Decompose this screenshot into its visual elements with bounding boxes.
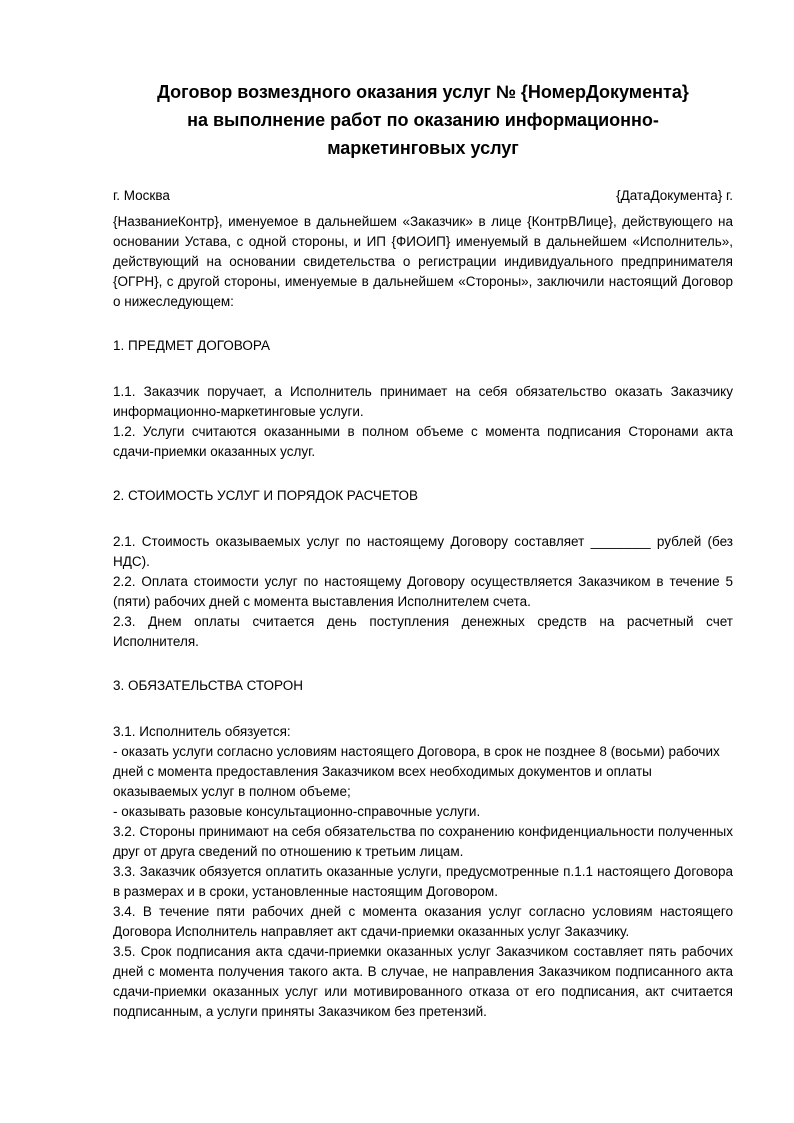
clause-3-2: 3.2. Стороны принимают на себя обязательства по сохранению конфиденциальности полученных друг от друга сведений по отношению к третьим лицам.	[113, 824, 733, 859]
clause-1-1: 1.1. Заказчик поручает, а Исполнитель принимает на себя обязательство оказать Заказчику информационно-маркетинговые услуги.	[113, 384, 733, 419]
clause-3-1: 3.1. Исполнитель обязуется:	[113, 724, 291, 739]
clause-1-2: 1.2. Услуги считаются оказанными в полном объеме с момента подписания Сторонами акта сдачи-приемки оказанных услуг.	[113, 424, 733, 459]
clause-3-1-item-2: - оказывать разовые консультационно-справочные услуги.	[113, 804, 481, 819]
clause-2-2: 2.2. Оплата стоимости услуг по настоящему Договору осуществляется Заказчиком в течение 5 (пяти) рабочих дней с момента выставления Исполнителем счета.	[113, 574, 733, 609]
contract-title	[119, 78, 727, 162]
contract-title-line2: на выполнение работ по оказанию информационно-маркетинговых услуг	[187, 110, 659, 158]
contract-title-line1: Договор возмездного оказания услуг № {НомерДокумента}	[157, 82, 689, 102]
section-heading-3: 3. ОБЯЗАТЕЛЬСТВА СТОРОН	[113, 678, 304, 693]
dateline	[113, 186, 733, 206]
clause-3-1-item-1: - оказать услуги согласно условиям настоящего Договора, в срок не позднее 8 (восьми) рабочих дней с момента предоставления Заказчиком всех необходимых документов и оплаты оказываемых услуг в полном объеме;	[113, 744, 720, 799]
clause-3-3: 3.3. Заказчик обязуется оплатить оказанные услуги, предусмотренные п.1.1 настоящего Договора в размерах и в сроки, установленные настоящим Договором.	[113, 864, 733, 899]
section-heading-2: 2. СТОИМОСТЬ УСЛУГ И ПОРЯДОК РАСЧЕТОВ	[113, 488, 419, 503]
section-heading-1: 1. ПРЕДМЕТ ДОГОВОРА	[113, 338, 270, 353]
preamble-paragraph: {НазваниеКонтр}, именуемое в дальнейшем «Заказчик» в лице {КонтрВЛице}, действующего на основании Устава, с одной стороны, и ИП {ФИОИП} именуемый в дальнейшем «Исполнитель», действующий на основании свидетельства о регистрации индивидуального предпринимателя {ОГРН}, с другой стороны, именуемые в дальнейшем «Стороны», заключили настоящий Договор о нижеследующем:	[113, 214, 733, 309]
clause-3-4: 3.4. В течение пяти рабочих дней с момента оказания услуг согласно условиям настоящего Договора Исполнитель направляет акт сдачи-приемки оказанных услуг Заказчику.	[113, 904, 733, 939]
document-date-placeholder: {ДатаДокумента} г.	[616, 188, 733, 203]
city-label: г. Москва	[113, 188, 170, 203]
clause-2-3: 2.3. Днем оплаты считается день поступления денежных средств на расчетный счет Исполнителя.	[113, 614, 733, 649]
clause-2-1: 2.1. Стоимость оказываемых услуг по настоящему Договору составляет ________ рублей (без НДС).	[113, 534, 733, 569]
clause-3-5: 3.5. Срок подписания акта сдачи-приемки оказанных услуг Заказчиком составляет пять рабочих дней с момента получения такого акта. В случае, не направления Заказчиком подписанного акта сдачи-приемки оказанных услуг или мотивированного отказа от его подписания, акт считается подписанным, а услуги приняты Заказчиком без претензий.	[113, 944, 733, 1019]
